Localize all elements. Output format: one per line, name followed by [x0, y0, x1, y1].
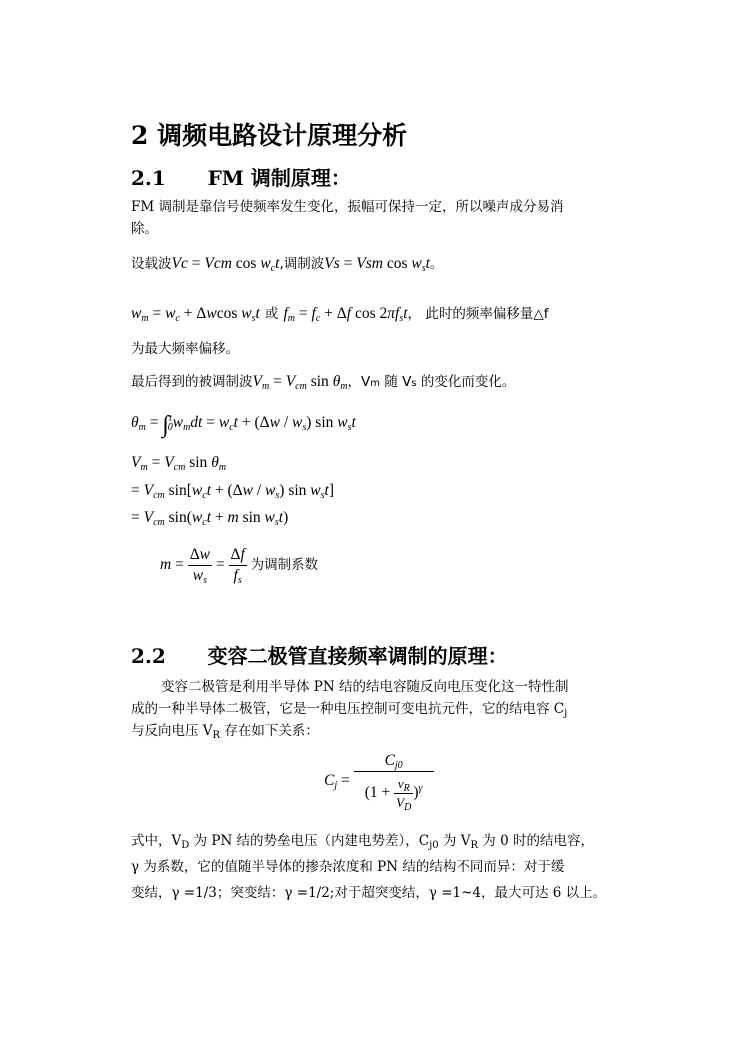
paragraph-line: 除。 [131, 221, 158, 237]
paragraph-line: FM 调制是靠信号使频率发生变化，振幅可保持一定，所以噪声成分易消 [131, 199, 564, 215]
derivation-line-3: = $V_{cm}$ $\sin(w_ct + m$ $\sin w_st$) [131, 509, 289, 528]
text: 为 V [438, 833, 471, 849]
paragraph-line [131, 830, 594, 857]
final-prefix: 最后得到的被调制波 [131, 374, 253, 390]
theta-integral-equation: $\theta_m = \int^t_0w_mdt = w_ct + (\Delta w / w_s)$ $\sin w_st$ [131, 412, 356, 438]
subscript: R [212, 730, 221, 741]
final-suffix: 随 V [380, 374, 412, 390]
derivation-line-1: $V_m = V_{cm}$ $\sin \theta_m$ [131, 454, 227, 473]
vr-vd-fraction: $\frac{v_R}{V_D}$ [396, 776, 412, 813]
offset-text: ， 此时的频率偏移量△f [407, 306, 549, 322]
junction-capacitance-equation: $C_j$ = $C_{j0}$ (1 + $\frac{v_R}{V_D}$ )$^\gamma$ [324, 752, 434, 811]
text: 存在如下关系： [220, 723, 319, 739]
mod-equation: Vs = Vsm $\cos w_st$ [324, 255, 430, 274]
coef-label: 为调制系数 [250, 557, 319, 574]
omega-equation: $w_m = w_c + \Delta wcos$ $w_st$ [131, 305, 260, 324]
carrier-equation-line [131, 252, 443, 273]
text: 成的一种半导体二极管，它是一种电压控制可变电抗元件，它的结电容 C [131, 701, 565, 717]
final-suffix: 的变化而变化。 [416, 374, 516, 390]
text: 为 PN 结的势垒电压（内建电势差），C [189, 833, 430, 849]
text: 与反向电压 V [131, 723, 213, 739]
derivation-line-2: = $V_{cm}$ $\sin[w_ct + (\Delta w / w_s)$ $\sin w_st$] [131, 482, 335, 501]
paragraph-line: γ 为系数，它的值随半导体的掺杂浓度和 PN 结的结构不同而异：对于缓 [131, 859, 565, 875]
subscript: j [564, 708, 568, 719]
subscript: j0 [429, 840, 439, 851]
carrier-label: 设载波 [131, 256, 172, 272]
paragraph-line [131, 720, 319, 747]
subscript: R [470, 840, 478, 851]
final-suffix-sub: m [370, 378, 381, 389]
final-suffix: ，V [347, 374, 371, 390]
mod-label: ,调制波 [279, 256, 325, 272]
modulation-index-equation: m = $\frac{\Delta w}{w_s}$ = $\frac{\Delta f}{f_s}$ 为调制系数 [160, 546, 319, 586]
freq-equation: $f_m = f_c + \Delta f$ $\cos 2\pi f_st$ [283, 305, 408, 324]
subsection-title-2-1: 2.1 FM 调制原理： [131, 166, 351, 190]
paragraph-line: 为最大频率偏移。 [131, 341, 239, 357]
final-equation: $V_m = V_{cm}$ $\sin \theta_m$ [252, 373, 348, 392]
subscript: D [181, 840, 190, 851]
frac-dw-ws: $\frac{\Delta w}{w_s}$ [189, 546, 211, 586]
subsection-title-2-2: 2.2 变容二极管直接频率调制的原理： [131, 644, 508, 668]
frequency-equation-line [131, 302, 548, 323]
section-title: 2 调频电路设计原理分析 [131, 121, 408, 150]
end-mark: 。 [429, 256, 444, 272]
or-label: 或 [264, 306, 279, 322]
carrier-equation: Vc = Vcm $\cos w_ct$ [171, 255, 280, 274]
paragraph-line: 变容二极管是利用半导体 PN 结的结电容随反向电压变化这一特性制 [161, 679, 569, 695]
final-wave-line [131, 370, 515, 391]
final-suffix-sub: s [411, 378, 417, 389]
text: 为 0 时的结电容， [477, 833, 594, 849]
paragraph-line: 变结，γ =1/3；突变结：γ =1/2;对于超突变结，γ =1~4，最大可达 6 以上。 [131, 885, 607, 901]
text: 式中，V [131, 833, 182, 849]
frac-df-fs: $\frac{\Delta f}{f_s}$ [230, 546, 245, 586]
cj-fraction: $C_{j0}$ (1 + $\frac{v_R}{V_D}$ )$^\gamma$ [354, 752, 434, 811]
